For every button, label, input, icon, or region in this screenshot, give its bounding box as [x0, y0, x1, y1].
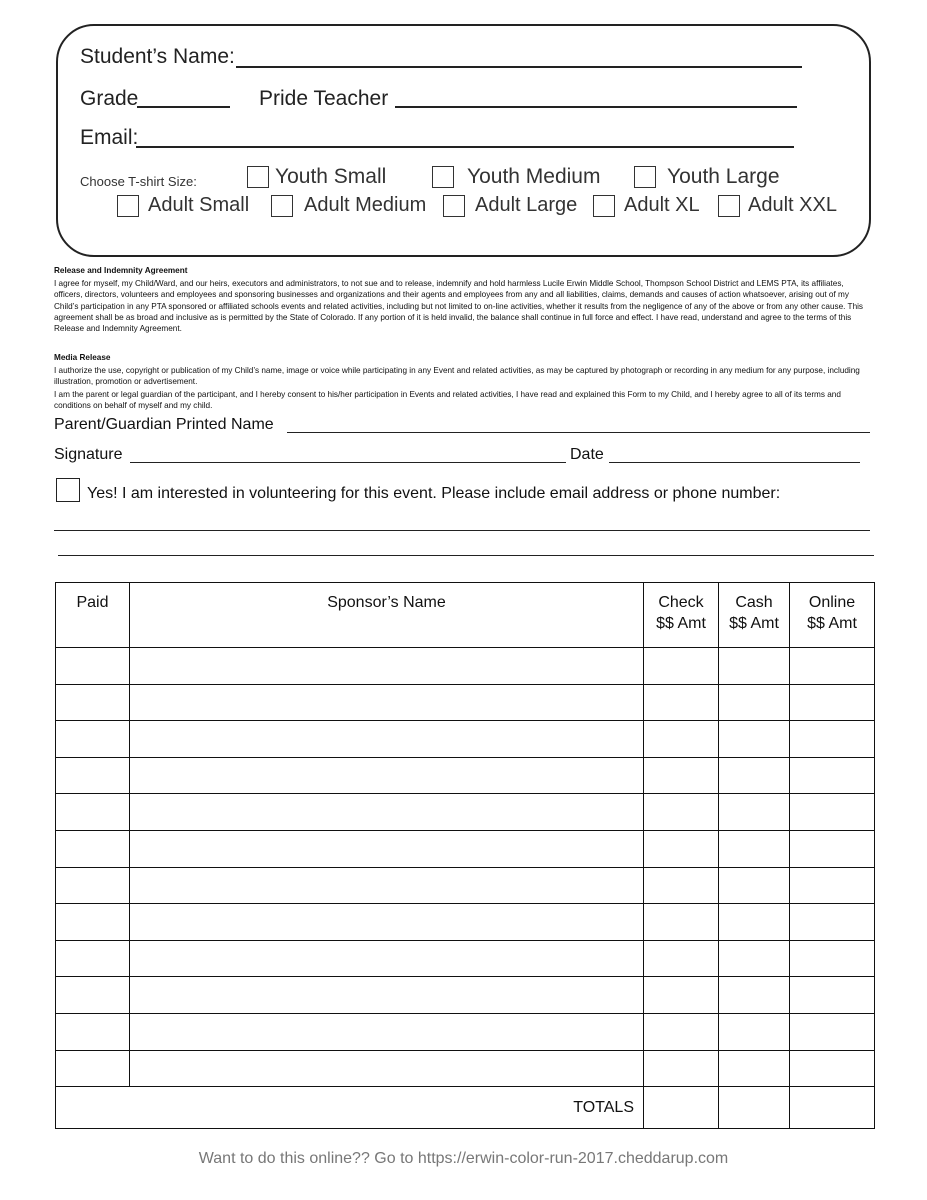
paid-header	[56, 583, 130, 648]
sponsor-name-cell[interactable]	[130, 1013, 644, 1050]
cash-amount-cell[interactable]	[719, 684, 790, 721]
sponsor-name-cell[interactable]	[130, 1050, 644, 1087]
table-row	[56, 940, 875, 977]
pride-teacher-label: Pride Teacher	[259, 87, 389, 110]
youth-small-checkbox[interactable]	[247, 166, 269, 188]
check-amount-cell[interactable]	[644, 1050, 719, 1087]
cash-amount-cell[interactable]	[719, 757, 790, 794]
cash-amount-cell[interactable]	[719, 830, 790, 867]
check-amount-cell[interactable]	[644, 757, 719, 794]
totals-row	[56, 1087, 875, 1129]
youth-large-label: Youth Large	[667, 165, 780, 188]
guardian-consent-text: I am the parent or legal guardian of the participant, and I hereby consent to his/her participation in Events and related activities, I have read and explained this Form to my Child, and I hereby agree to all of its terms and conditions on behalf of myself and my child.	[54, 390, 841, 411]
online-amount-header	[790, 583, 875, 648]
signature-label: Signature	[54, 446, 123, 463]
paid-cell[interactable]	[56, 904, 130, 941]
paid-cell[interactable]	[56, 721, 130, 758]
paid-cell[interactable]	[56, 830, 130, 867]
paid-cell[interactable]	[56, 757, 130, 794]
cash-amount-cell[interactable]	[719, 648, 790, 685]
check-amount-cell[interactable]	[644, 794, 719, 831]
table-row	[56, 721, 875, 758]
table-row	[56, 648, 875, 685]
grade-label: Grade	[80, 87, 139, 110]
table-row	[56, 867, 875, 904]
sponsor-name-header-text: Sponsor’s Name	[327, 594, 446, 611]
paid-cell[interactable]	[56, 794, 130, 831]
online-amount-cell[interactable]	[790, 867, 875, 904]
check-amount-cell[interactable]	[644, 977, 719, 1014]
adult-xl-checkbox[interactable]	[593, 195, 615, 217]
paid-cell[interactable]	[56, 648, 130, 685]
sponsor-name-cell[interactable]	[130, 721, 644, 758]
sponsor-name-cell[interactable]	[130, 757, 644, 794]
sponsor-table	[55, 582, 875, 1129]
paid-cell[interactable]	[56, 867, 130, 904]
online-amount-cell[interactable]	[790, 830, 875, 867]
volunteer-checkbox[interactable]	[56, 478, 80, 502]
sponsor-name-cell[interactable]	[130, 940, 644, 977]
online-amount-cell[interactable]	[790, 648, 875, 685]
paid-cell[interactable]	[56, 684, 130, 721]
email-label: Email:	[80, 126, 139, 149]
online-amount-cell[interactable]	[790, 684, 875, 721]
size-option-youth-medium[interactable]	[432, 165, 600, 189]
paid-cell[interactable]	[56, 1013, 130, 1050]
student-name-label: Student’s Name:	[80, 45, 235, 68]
signature-field[interactable]	[130, 462, 566, 463]
size-option-adult-medium[interactable]	[271, 194, 426, 217]
cash-amount-cell[interactable]	[719, 867, 790, 904]
youth-medium-checkbox[interactable]	[432, 166, 454, 188]
pride-teacher-field[interactable]	[395, 106, 797, 108]
cash-amount-cell[interactable]	[719, 1050, 790, 1087]
table-row	[56, 794, 875, 831]
online-amount-cell[interactable]	[790, 757, 875, 794]
youth-small-label: Youth Small	[275, 165, 387, 188]
media-release-text: I authorize the use, copyright or publication of my Child’s name, image or voice while participating in any Event and related activities, as may be captured by photograph or recording in any medium for any purpose, including illustration, promotion or advertisement.	[54, 366, 860, 387]
table-row	[56, 1050, 875, 1087]
grade-field[interactable]	[137, 106, 230, 108]
sponsor-name-cell[interactable]	[130, 904, 644, 941]
cash-amount-header	[719, 583, 790, 648]
online-amount-cell[interactable]	[790, 977, 875, 1014]
sponsor-name-cell[interactable]	[130, 684, 644, 721]
table-row	[56, 830, 875, 867]
check-amount-cell[interactable]	[644, 721, 719, 758]
date-label: Date	[570, 446, 604, 463]
check-amount-cell[interactable]	[644, 684, 719, 721]
adult-xxl-checkbox[interactable]	[718, 195, 740, 217]
cash-amount-cell[interactable]	[719, 794, 790, 831]
size-option-adult-small[interactable]	[117, 194, 249, 217]
online-header-line1: Online	[808, 594, 856, 611]
cash-total-cell[interactable]	[719, 1087, 790, 1129]
online-amount-cell[interactable]	[790, 940, 875, 977]
check-amount-header	[644, 583, 719, 648]
paid-cell[interactable]	[56, 977, 130, 1014]
check-amount-cell[interactable]	[644, 1013, 719, 1050]
release-text: I agree for myself, my Child/Ward, and our heirs, executors and administrators, to not sue and to release, indemnify and hold harmless Lucile Erwin Middle School, Thompson School District and LEMS PTA, its affiliates, officers, directors, volunteers and employees and sponsoring businesses and organizations and their agents and employees from any and all liabilities, claims, demands and causes of action whatsoever, arising out of my Child’s participation in any PTA sponsored or affiliated schools events and related activities, including but not limited to on-line activities, whether it results from the negligence of any of the above or from any other cause. This agreement shall be as broad and inclusive as is permitted by the State of Colorado. If any portion of it is held invalid, the balance shall continue in full force and effect. I have read, understand and agree to the terms of this Release and Indemnity Agreement.	[54, 279, 864, 334]
cash-header-line2: $$ Amt	[729, 615, 779, 632]
sponsor-name-cell[interactable]	[130, 867, 644, 904]
online-header-line2: $$ Amt	[807, 615, 857, 632]
online-total-cell[interactable]	[790, 1087, 875, 1129]
table-row	[56, 904, 875, 941]
adult-xxl-label: Adult XXL	[748, 194, 837, 216]
volunteer-contact-line-2[interactable]	[58, 555, 874, 556]
check-header-line1: Check	[658, 594, 704, 611]
size-option-adult-xxl[interactable]	[718, 194, 837, 217]
sponsor-name-cell[interactable]	[130, 648, 644, 685]
check-amount-cell[interactable]	[644, 648, 719, 685]
sponsor-name-cell[interactable]	[130, 830, 644, 867]
online-amount-cell[interactable]	[790, 1013, 875, 1050]
youth-large-checkbox[interactable]	[634, 166, 656, 188]
online-footer-text: Want to do this online?? Go to https://erwin-color-run-2017.cheddarup.com	[198, 1150, 729, 1167]
table-row	[56, 684, 875, 721]
email-field[interactable]	[136, 146, 794, 148]
adult-xl-label: Adult XL	[624, 194, 700, 216]
size-option-adult-xl[interactable]	[593, 194, 700, 217]
adult-medium-label: Adult Medium	[304, 194, 427, 216]
check-header-line2: $$ Amt	[656, 615, 706, 632]
check-amount-cell[interactable]	[644, 830, 719, 867]
date-field[interactable]	[609, 462, 860, 463]
adult-large-checkbox[interactable]	[443, 195, 465, 217]
check-amount-cell[interactable]	[644, 867, 719, 904]
table-header-row	[56, 583, 875, 648]
adult-medium-checkbox[interactable]	[271, 195, 293, 217]
check-amount-cell[interactable]	[644, 940, 719, 977]
paid-header-text: Paid	[76, 594, 109, 611]
cash-amount-cell[interactable]	[719, 904, 790, 941]
media-release-title: Media Release	[54, 353, 111, 362]
check-amount-cell[interactable]	[644, 904, 719, 941]
sponsor-name-cell[interactable]	[130, 977, 644, 1014]
table-row	[56, 977, 875, 1014]
cash-amount-cell[interactable]	[719, 940, 790, 977]
parent-name-label: Parent/Guardian Printed Name	[54, 416, 274, 433]
adult-large-label: Adult Large	[475, 194, 578, 216]
size-option-adult-large[interactable]	[443, 194, 577, 217]
online-amount-cell[interactable]	[790, 904, 875, 941]
sponsor-name-header	[130, 583, 644, 648]
cash-header-line1: Cash	[735, 594, 773, 611]
parent-name-field[interactable]	[287, 432, 870, 433]
paid-cell[interactable]	[56, 940, 130, 977]
adult-small-checkbox[interactable]	[117, 195, 139, 217]
size-option-youth-small[interactable]	[247, 165, 386, 189]
tshirt-size-label: Choose T-shirt Size:	[80, 174, 197, 189]
volunteer-label: Yes! I am interested in volunteering for this event. Please include email address or phone number:	[87, 485, 781, 502]
adult-small-label: Adult Small	[148, 194, 250, 216]
sponsor-name-cell[interactable]	[130, 794, 644, 831]
online-amount-cell[interactable]	[790, 1050, 875, 1087]
size-option-youth-large[interactable]	[634, 165, 780, 189]
totals-label: TOTALS	[56, 1087, 644, 1129]
student-name-field[interactable]	[236, 66, 802, 68]
check-total-cell[interactable]	[644, 1087, 719, 1129]
online-amount-cell[interactable]	[790, 721, 875, 758]
release-title: Release and Indemnity Agreement	[54, 266, 188, 275]
cash-amount-cell[interactable]	[719, 977, 790, 1014]
youth-medium-label: Youth Medium	[467, 165, 601, 188]
paid-cell[interactable]	[56, 1050, 130, 1087]
table-row	[56, 1013, 875, 1050]
table-row	[56, 757, 875, 794]
volunteer-contact-line-1[interactable]	[54, 530, 870, 531]
online-amount-cell[interactable]	[790, 794, 875, 831]
cash-amount-cell[interactable]	[719, 1013, 790, 1050]
cash-amount-cell[interactable]	[719, 721, 790, 758]
